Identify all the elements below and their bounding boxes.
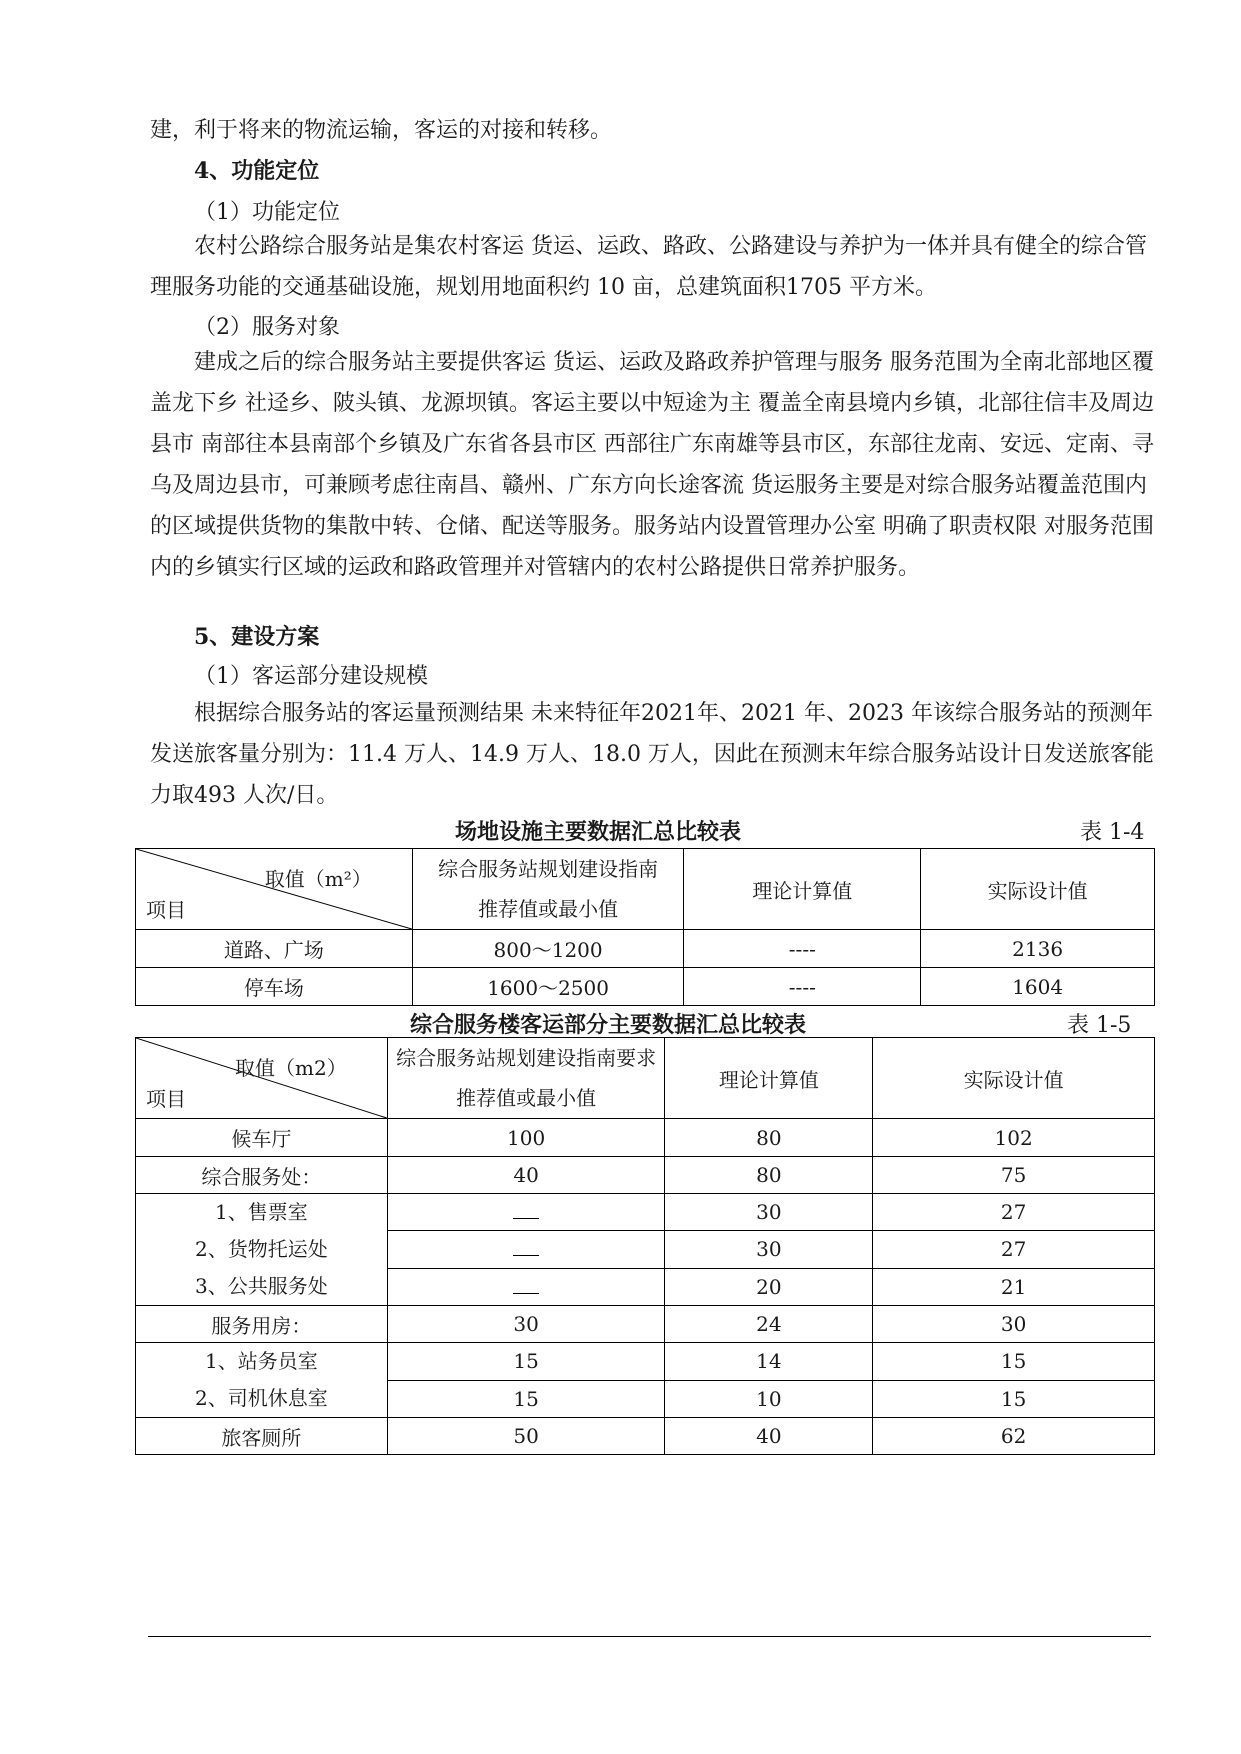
table2-cell-calc: 10	[665, 1380, 873, 1418]
table2-diagonal-header	[136, 1038, 388, 1119]
subheading-function: （1）功能定位	[194, 200, 340, 225]
table2-cell-actual: 21	[873, 1268, 1155, 1305]
table-row	[136, 968, 1155, 1006]
table2-cell-guide-blank	[387, 1231, 665, 1268]
table2-cell-calc: 40	[665, 1418, 873, 1455]
paragraph-passenger-scale: 根据综合服务站的客运量预测结果 未来特征年2021年、2021 年、2023 年该综合服务站的预测年发送旅客量分别为：11.4 万人、14.9 万人、18.0 万人，因此在预测末年综合服务站设计日发送旅客能力取493 人次/日。	[150, 701, 1154, 808]
subheading-passenger-scale: （1）客运部分建设规模	[194, 664, 428, 689]
paragraph-continuation: 建，利于将来的物流运输，客运的对接和转移。	[150, 118, 613, 143]
subheading-service-target: （2）服务对象	[194, 315, 340, 340]
paragraph-service-target: 建成之后的综合服务站主要提供客运 货运、运政及路政养护管理与服务 服务范围为全南北部地区覆盖龙下乡 社迳乡、陂头镇、龙源坝镇。客运主要以中短途为主 覆盖全南县境内乡镇，北部往信丰及周边县市 南部往本县南部个乡镇及广东省各县市区 西部往广东南雄等县市区，东部往龙南、安远、定南、寻乌及周边县市，可兼顾考虑往南昌、赣州、广东方向长途客流 货运服务主要是对综合服务站覆盖范围内的区域提供货物的集散中转、仓储、配送等服务。服务站内设置管理办公室 明确了职责权限 对服务范围内的乡镇实行区域的运政和路政管理并对管辖内的农村公路提供日常养护服务。	[150, 350, 1154, 580]
table1-value-label: 取值（m²）	[264, 867, 372, 891]
table1-cell-calc: ----	[684, 968, 921, 1006]
table2-cell-actual: 15	[873, 1343, 1155, 1381]
table1-cell-actual: 1604	[921, 968, 1155, 1006]
table2-cell-guide: 50	[387, 1418, 665, 1455]
table1-cell-calc: ----	[684, 930, 921, 968]
table1-cell-item: 道路、广场	[136, 930, 413, 968]
table2-cell-item: 2、货物托运处	[195, 1237, 328, 1261]
table2-cell-item: 服务用房：	[136, 1306, 388, 1343]
blank-dash	[513, 1237, 539, 1256]
table2-cell-calc: 20	[665, 1268, 873, 1305]
table2-cell-guide: 15	[387, 1380, 665, 1418]
table2-title: 综合服务楼客运部分主要数据汇总比较表	[410, 1012, 807, 1038]
table1-col-calc-header: 理论计算值	[684, 849, 921, 930]
section-heading-5: 5、建设方案	[194, 624, 320, 650]
table2-cell-guide: 30	[387, 1306, 665, 1343]
table1-col-actual-header: 实际设计值	[921, 849, 1155, 930]
table2-cell-item: 1、站务员室	[205, 1349, 318, 1373]
table2-cell-actual: 15	[873, 1380, 1155, 1418]
table1-cell-actual: 2136	[921, 930, 1155, 968]
table-row	[136, 1418, 1155, 1455]
table2-col-guide-line1: 综合服务站规划建设指南要求	[396, 1046, 657, 1070]
table-row	[136, 1157, 1155, 1194]
table-row	[136, 1343, 1155, 1381]
table2-cell-actual: 62	[873, 1418, 1155, 1455]
table-row	[136, 930, 1155, 968]
table2-cell-guide: 100	[387, 1119, 665, 1157]
table2-cell-item-group	[136, 1194, 388, 1306]
table2-item-label: 项目	[146, 1087, 186, 1111]
table2-cell-actual: 30	[873, 1306, 1155, 1343]
table2-number: 表 1-5	[1067, 1013, 1132, 1038]
table-row	[136, 1306, 1155, 1343]
table2-cell-item-group	[136, 1343, 388, 1418]
table2-cell-calc: 80	[665, 1157, 873, 1194]
table1-cell-guide: 800～1200	[412, 930, 684, 968]
table2-col-calc-header: 理论计算值	[665, 1038, 873, 1119]
table1-col-guide-line2: 推荐值或最小值	[478, 897, 619, 921]
table2-cell-calc: 24	[665, 1306, 873, 1343]
table1-cell-guide: 1600～2500	[412, 968, 684, 1006]
section-heading-4: 4、功能定位	[194, 158, 320, 184]
table2-cell-actual: 27	[873, 1231, 1155, 1268]
passenger-building-table	[135, 1037, 1155, 1455]
table2-cell-calc: 30	[665, 1231, 873, 1268]
table2-col-guide-header	[387, 1038, 665, 1119]
footer-divider	[148, 1636, 1151, 1637]
table1-title: 场地设施主要数据汇总比较表	[455, 819, 742, 845]
paragraph-function: 农村公路综合服务站是集农村客运 货运、运政、路政、公路建设与养护为一体并具有健全的综合管理服务功能的交通基础设施，规划用地面积约 10 亩，总建筑面积1705 平方米。	[150, 234, 1147, 300]
table-row	[136, 1119, 1155, 1157]
table1-cell-item: 停车场	[136, 968, 413, 1006]
table2-col-actual-header: 实际设计值	[873, 1038, 1155, 1119]
blank-dash	[513, 1200, 539, 1219]
table2-cell-guide: 40	[387, 1157, 665, 1194]
table2-cell-guide-blank	[387, 1268, 665, 1305]
table2-cell-guide: 15	[387, 1343, 665, 1381]
table1-col-guide-header	[412, 849, 684, 930]
table2-value-label: 取值（m2）	[235, 1056, 347, 1080]
table2-cell-actual: 27	[873, 1194, 1155, 1231]
table2-cell-guide-blank	[387, 1194, 665, 1231]
table2-cell-calc: 30	[665, 1194, 873, 1231]
table2-cell-item: 1、售票室	[215, 1200, 308, 1224]
table2-cell-actual: 102	[873, 1119, 1155, 1157]
table1-diagonal-header	[136, 849, 413, 930]
table2-cell-item: 3、公共服务处	[195, 1274, 328, 1298]
table1-item-label: 项目	[146, 898, 186, 922]
table2-cell-calc: 80	[665, 1119, 873, 1157]
blank-dash	[513, 1275, 539, 1294]
table2-cell-item: 综合服务处：	[136, 1157, 388, 1194]
table2-col-guide-line2: 推荐值或最小值	[456, 1086, 597, 1110]
site-facilities-table	[135, 848, 1155, 1006]
table1-number: 表 1-4	[1080, 820, 1145, 845]
table2-cell-calc: 14	[665, 1343, 873, 1381]
table2-cell-item: 2、司机休息室	[195, 1386, 328, 1410]
table-row	[136, 1194, 1155, 1231]
table2-cell-item: 旅客厕所	[136, 1418, 388, 1455]
table2-cell-actual: 75	[873, 1157, 1155, 1194]
table2-cell-item: 候车厅	[136, 1119, 388, 1157]
table1-col-guide-line1: 综合服务站规划建设指南	[438, 857, 659, 881]
